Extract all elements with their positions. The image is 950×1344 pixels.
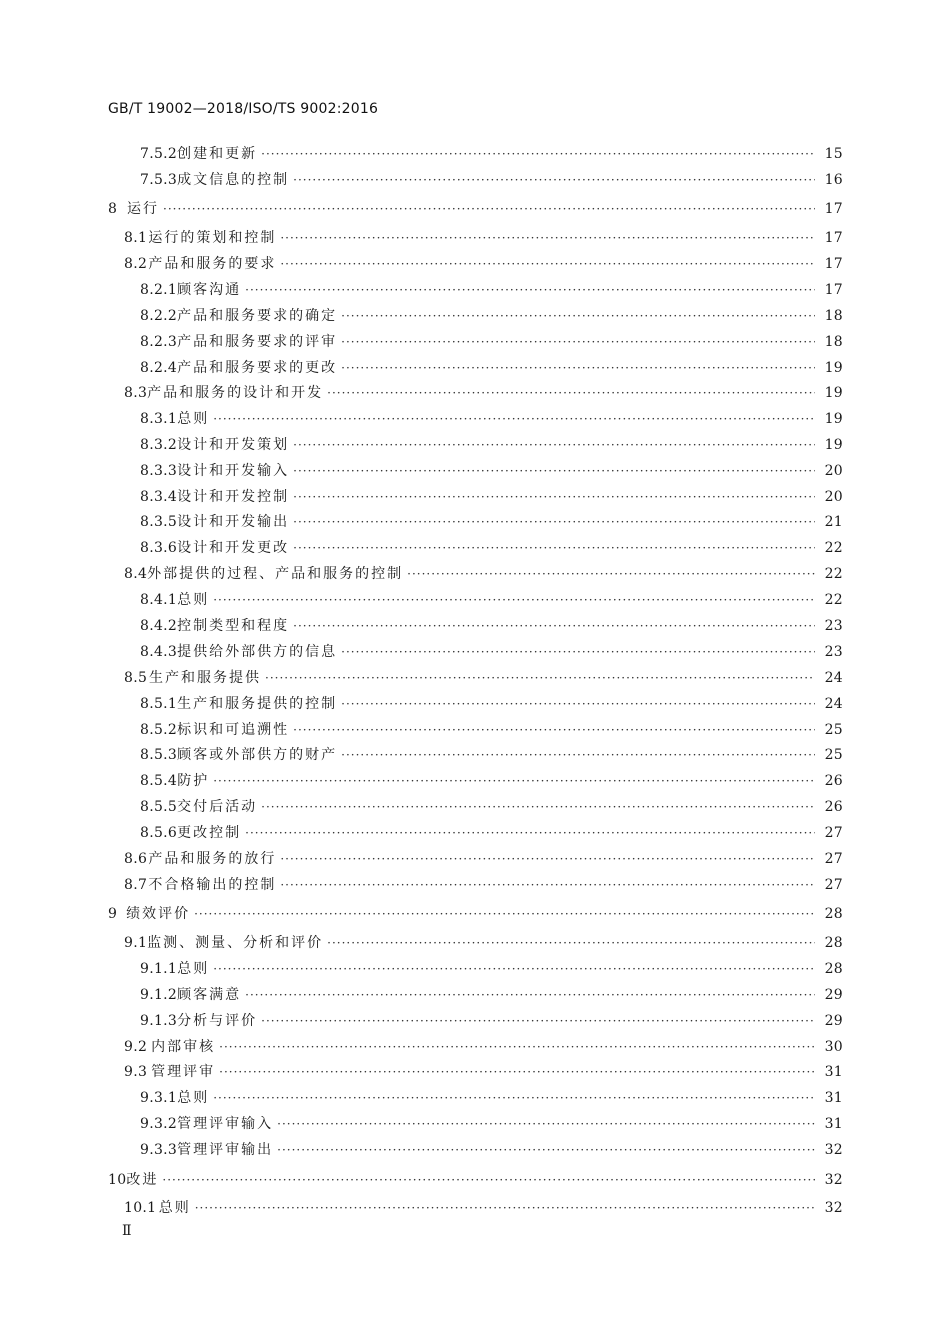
toc-entry[interactable] xyxy=(108,200,843,218)
toc-entry-title: 标识和可追溯性 xyxy=(177,722,290,738)
toc-entry[interactable] xyxy=(124,1063,843,1081)
toc-entry-page: 27 xyxy=(824,877,843,893)
toc-entry-page: 32 xyxy=(824,1172,843,1188)
toc-entry[interactable] xyxy=(140,307,843,325)
toc-entry[interactable] xyxy=(140,772,843,790)
toc-dot-leader xyxy=(261,145,815,163)
toc-dot-leader xyxy=(163,200,815,218)
toc-entry-title: 总则 xyxy=(177,592,210,608)
toc-entry-number: 8.3.1 xyxy=(140,411,178,427)
toc-entry-page: 20 xyxy=(824,489,843,505)
toc-dot-leader xyxy=(245,824,815,842)
toc-entry-title: 提供给外部供方的信息 xyxy=(177,644,338,660)
toc-entry[interactable] xyxy=(140,171,843,189)
toc-dot-leader xyxy=(195,1199,815,1217)
toc-dot-leader xyxy=(162,1171,815,1189)
toc-dot-leader xyxy=(280,255,815,273)
toc-entry-page: 17 xyxy=(824,201,843,217)
toc-entry-title: 运行的策划和控制 xyxy=(148,230,277,246)
toc-entry-title: 产品和服务的要求 xyxy=(148,256,277,272)
toc-entry-number: 9.3.1 xyxy=(140,1090,178,1106)
toc-entry-page: 16 xyxy=(824,172,843,188)
toc-dot-leader xyxy=(245,986,815,1004)
toc-entry-title: 改进 xyxy=(126,1172,159,1188)
toc-entry[interactable] xyxy=(140,824,843,842)
toc-entry-title: 顾客满意 xyxy=(177,987,242,1003)
toc-entry-title: 产品和服务的设计和开发 xyxy=(147,385,324,401)
toc-entry-title: 产品和服务要求的评审 xyxy=(177,334,338,350)
toc-entry[interactable] xyxy=(140,1115,843,1133)
toc-entry-page: 22 xyxy=(824,592,843,608)
toc-entry-page: 15 xyxy=(824,146,843,162)
toc-entry-number: 10 xyxy=(108,1172,127,1188)
toc-entry-page: 31 xyxy=(824,1064,843,1080)
toc-entry[interactable] xyxy=(140,960,843,978)
toc-entry-title: 设计和开发策划 xyxy=(177,437,290,453)
toc-entry-number: 8 xyxy=(108,201,118,217)
toc-entry-page: 27 xyxy=(824,825,843,841)
toc-entry-title: 控制类型和程度 xyxy=(177,618,290,634)
toc-entry[interactable] xyxy=(140,1089,843,1107)
toc-dot-leader xyxy=(265,669,815,687)
toc-entry-page: 25 xyxy=(824,747,843,763)
toc-entry-title: 内部审核 xyxy=(151,1039,216,1055)
toc-entry-title: 生产和服务提供的控制 xyxy=(177,696,338,712)
toc-dot-leader xyxy=(293,436,815,454)
toc-entry-number: 9.3 xyxy=(124,1064,148,1080)
toc-entry[interactable] xyxy=(140,746,843,764)
toc-entry-title: 设计和开发输出 xyxy=(177,514,290,530)
toc-entry-page: 17 xyxy=(824,282,843,298)
toc-entry[interactable] xyxy=(124,669,843,687)
toc-entry-number: 9.2 xyxy=(124,1039,148,1055)
toc-entry[interactable] xyxy=(140,643,843,661)
toc-dot-leader xyxy=(213,410,815,428)
toc-dot-leader xyxy=(213,960,815,978)
toc-entry-number: 8.3 xyxy=(124,385,148,401)
toc-dot-leader xyxy=(293,513,815,531)
toc-entry[interactable] xyxy=(124,255,843,273)
toc-entry-number: 8.2.4 xyxy=(140,360,178,376)
toc-entry-number: 8.4.1 xyxy=(140,592,178,608)
toc-entry-title: 防护 xyxy=(177,773,210,789)
toc-entry[interactable] xyxy=(140,488,843,506)
toc-dot-leader xyxy=(341,746,815,764)
toc-entry-page: 19 xyxy=(824,411,843,427)
toc-entry-number: 8.4.3 xyxy=(140,644,178,660)
toc-entry-page: 28 xyxy=(824,935,843,951)
toc-entry-page: 19 xyxy=(824,437,843,453)
toc-entry-page: 17 xyxy=(824,230,843,246)
toc-entry-number: 8.3.2 xyxy=(140,437,178,453)
toc-entry[interactable] xyxy=(140,513,843,531)
toc-dot-leader xyxy=(341,333,815,351)
toc-entry-number: 8.2.3 xyxy=(140,334,178,350)
toc-entry-page: 31 xyxy=(824,1090,843,1106)
toc-dot-leader xyxy=(293,462,815,480)
toc-entry-title: 管理评审输入 xyxy=(177,1116,274,1132)
toc-entry-page: 21 xyxy=(824,514,843,530)
toc-dot-leader xyxy=(277,1141,815,1159)
toc-dot-leader xyxy=(219,1063,815,1081)
toc-entry-number: 8.5 xyxy=(124,670,148,686)
toc-entry-page: 18 xyxy=(824,334,843,350)
toc-dot-leader xyxy=(341,643,815,661)
toc-entry-title: 外部提供的过程、产品和服务的控制 xyxy=(147,566,404,582)
toc-entry[interactable] xyxy=(124,850,843,868)
toc-entry-page: 28 xyxy=(824,961,843,977)
toc-entry-title: 更改控制 xyxy=(177,825,242,841)
toc-dot-leader xyxy=(194,905,815,923)
toc-entry-title: 总则 xyxy=(177,1090,210,1106)
toc-entry-number: 8.6 xyxy=(124,851,148,867)
toc-dot-leader xyxy=(280,229,815,247)
toc-entry[interactable] xyxy=(140,436,843,454)
toc-entry-page: 17 xyxy=(824,256,843,272)
toc-entry-number: 8.3.3 xyxy=(140,463,178,479)
toc-entry-page: 32 xyxy=(824,1142,843,1158)
toc-entry-title: 产品和服务的放行 xyxy=(148,851,277,867)
toc-dot-leader xyxy=(293,171,815,189)
toc-dot-leader xyxy=(261,1012,815,1030)
toc-entry-title: 产品和服务要求的更改 xyxy=(177,360,338,376)
toc-entry-page: 31 xyxy=(824,1116,843,1132)
toc-dot-leader xyxy=(407,565,815,583)
toc-entry-page: 25 xyxy=(824,722,843,738)
toc-entry-page: 30 xyxy=(824,1039,843,1055)
toc-entry-title: 绩效评价 xyxy=(126,906,191,922)
toc-entry-number: 9.1.1 xyxy=(140,961,178,977)
toc-entry-title: 总则 xyxy=(177,411,210,427)
toc-entry-title: 总则 xyxy=(158,1200,191,1216)
toc-entry[interactable] xyxy=(108,905,843,923)
toc-entry[interactable] xyxy=(140,333,843,351)
toc-entry[interactable] xyxy=(124,384,843,402)
toc-dot-leader xyxy=(219,1038,815,1056)
toc-dot-leader xyxy=(280,876,815,894)
toc-entry-page: 18 xyxy=(824,308,843,324)
toc-entry-title: 生产和服务提供 xyxy=(149,670,262,686)
toc-entry-page: 26 xyxy=(824,799,843,815)
toc-entry-title: 监测、测量、分析和评价 xyxy=(147,935,324,951)
toc-entry-title: 交付后活动 xyxy=(177,799,258,815)
toc-entry[interactable] xyxy=(140,410,843,428)
toc-dot-leader xyxy=(213,591,815,609)
toc-entry[interactable] xyxy=(140,617,843,635)
toc-entry-page: 24 xyxy=(824,696,843,712)
toc-dot-leader xyxy=(277,1115,815,1133)
toc-entry-number: 9 xyxy=(108,906,118,922)
toc-entry[interactable] xyxy=(108,1171,843,1189)
toc-entry-number: 7.5.2 xyxy=(140,146,178,162)
toc-entry-title: 管理评审 xyxy=(151,1064,216,1080)
toc-entry-number: 8.7 xyxy=(124,877,148,893)
toc-entry[interactable] xyxy=(124,934,843,952)
toc-entry[interactable] xyxy=(140,591,843,609)
toc-dot-leader xyxy=(280,850,815,868)
toc-entry-title: 顾客沟通 xyxy=(177,282,242,298)
toc-dot-leader xyxy=(341,359,815,377)
toc-entry-title: 设计和开发输入 xyxy=(177,463,290,479)
toc-entry-number: 9.3.2 xyxy=(140,1116,178,1132)
toc-entry-title: 运行 xyxy=(127,201,160,217)
toc-entry-number: 8.5.4 xyxy=(140,773,178,789)
toc-entry-number: 8.4 xyxy=(124,566,148,582)
toc-entry[interactable] xyxy=(124,1199,843,1217)
toc-dot-leader xyxy=(293,721,815,739)
standard-code-header: GB/T 19002—2018/ISO/TS 9002:2016 xyxy=(108,101,379,117)
toc-dot-leader xyxy=(261,798,815,816)
toc-dot-leader xyxy=(341,695,815,713)
toc-entry-page: 29 xyxy=(824,987,843,1003)
toc-entry-number: 8.5.2 xyxy=(140,722,178,738)
toc-entry-page: 19 xyxy=(824,360,843,376)
toc-entry-page: 29 xyxy=(824,1013,843,1029)
toc-dot-leader xyxy=(327,934,815,952)
toc-entry-page: 23 xyxy=(824,644,843,660)
toc-entry-number: 9.1.3 xyxy=(140,1013,178,1029)
toc-entry-title: 分析与评价 xyxy=(177,1013,258,1029)
toc-entry-page: 19 xyxy=(824,385,843,401)
toc-entry[interactable] xyxy=(140,1141,843,1159)
toc-entry[interactable] xyxy=(140,539,843,557)
toc-entry-title: 设计和开发更改 xyxy=(177,540,290,556)
toc-dot-leader xyxy=(293,617,815,635)
toc-entry-number: 8.3.5 xyxy=(140,514,178,530)
toc-entry-title: 产品和服务要求的确定 xyxy=(177,308,338,324)
page-number-footer: Ⅱ xyxy=(122,1223,132,1239)
toc-dot-leader xyxy=(327,384,815,402)
toc-entry[interactable] xyxy=(140,281,843,299)
toc-entry-number: 8.5.1 xyxy=(140,696,178,712)
toc-entry-number: 9.1 xyxy=(124,935,148,951)
toc-entry-page: 32 xyxy=(824,1200,843,1216)
toc-entry-number: 8.4.2 xyxy=(140,618,178,634)
toc-entry[interactable] xyxy=(124,229,843,247)
toc-entry-title: 管理评审输出 xyxy=(177,1142,274,1158)
toc-entry-title: 不合格输出的控制 xyxy=(148,877,277,893)
toc-entry-number: 8.2.1 xyxy=(140,282,178,298)
toc-entry-number: 8.5.3 xyxy=(140,747,178,763)
toc-entry[interactable] xyxy=(140,986,843,1004)
toc-entry-number: 9.1.2 xyxy=(140,987,178,1003)
toc-entry-number: 8.1 xyxy=(124,230,148,246)
toc-entry-page: 20 xyxy=(824,463,843,479)
toc-entry-number: 8.2 xyxy=(124,256,148,272)
toc-entry-number: 10.1 xyxy=(124,1200,157,1216)
toc-entry-number: 7.5.3 xyxy=(140,172,178,188)
toc-entry-title: 顾客或外部供方的财产 xyxy=(177,747,338,763)
toc-dot-leader xyxy=(245,281,815,299)
toc-entry-number: 9.3.3 xyxy=(140,1142,178,1158)
toc-entry-number: 8.2.2 xyxy=(140,308,178,324)
toc-entry-number: 8.5.5 xyxy=(140,799,178,815)
toc-entry[interactable] xyxy=(140,695,843,713)
toc-entry-page: 23 xyxy=(824,618,843,634)
toc-entry-page: 26 xyxy=(824,773,843,789)
toc-entry-number: 8.5.6 xyxy=(140,825,178,841)
toc-entry[interactable] xyxy=(140,462,843,480)
toc-entry-page: 22 xyxy=(824,540,843,556)
toc-entry[interactable] xyxy=(124,565,843,583)
toc-entry-title: 总则 xyxy=(177,961,210,977)
toc-entry[interactable] xyxy=(140,798,843,816)
toc-entry[interactable] xyxy=(140,359,843,377)
toc-dot-leader xyxy=(341,307,815,325)
toc-entry-page: 27 xyxy=(824,851,843,867)
toc-entry-page: 24 xyxy=(824,670,843,686)
toc-entry-number: 8.3.4 xyxy=(140,489,178,505)
toc-entry[interactable] xyxy=(140,721,843,739)
toc-entry-title: 创建和更新 xyxy=(177,146,258,162)
toc-entry-number: 8.3.6 xyxy=(140,540,178,556)
toc-entry-page: 28 xyxy=(824,906,843,922)
toc-entry-page: 22 xyxy=(824,566,843,582)
toc-entry[interactable] xyxy=(124,876,843,894)
toc-entry[interactable] xyxy=(140,145,843,163)
toc-entry-title: 设计和开发控制 xyxy=(177,489,290,505)
toc-entry[interactable] xyxy=(124,1038,843,1056)
toc-dot-leader xyxy=(293,539,815,557)
toc-dot-leader xyxy=(293,488,815,506)
toc-dot-leader xyxy=(213,1089,815,1107)
toc-entry[interactable] xyxy=(140,1012,843,1030)
toc-dot-leader xyxy=(213,772,815,790)
toc-entry-title: 成文信息的控制 xyxy=(177,172,290,188)
